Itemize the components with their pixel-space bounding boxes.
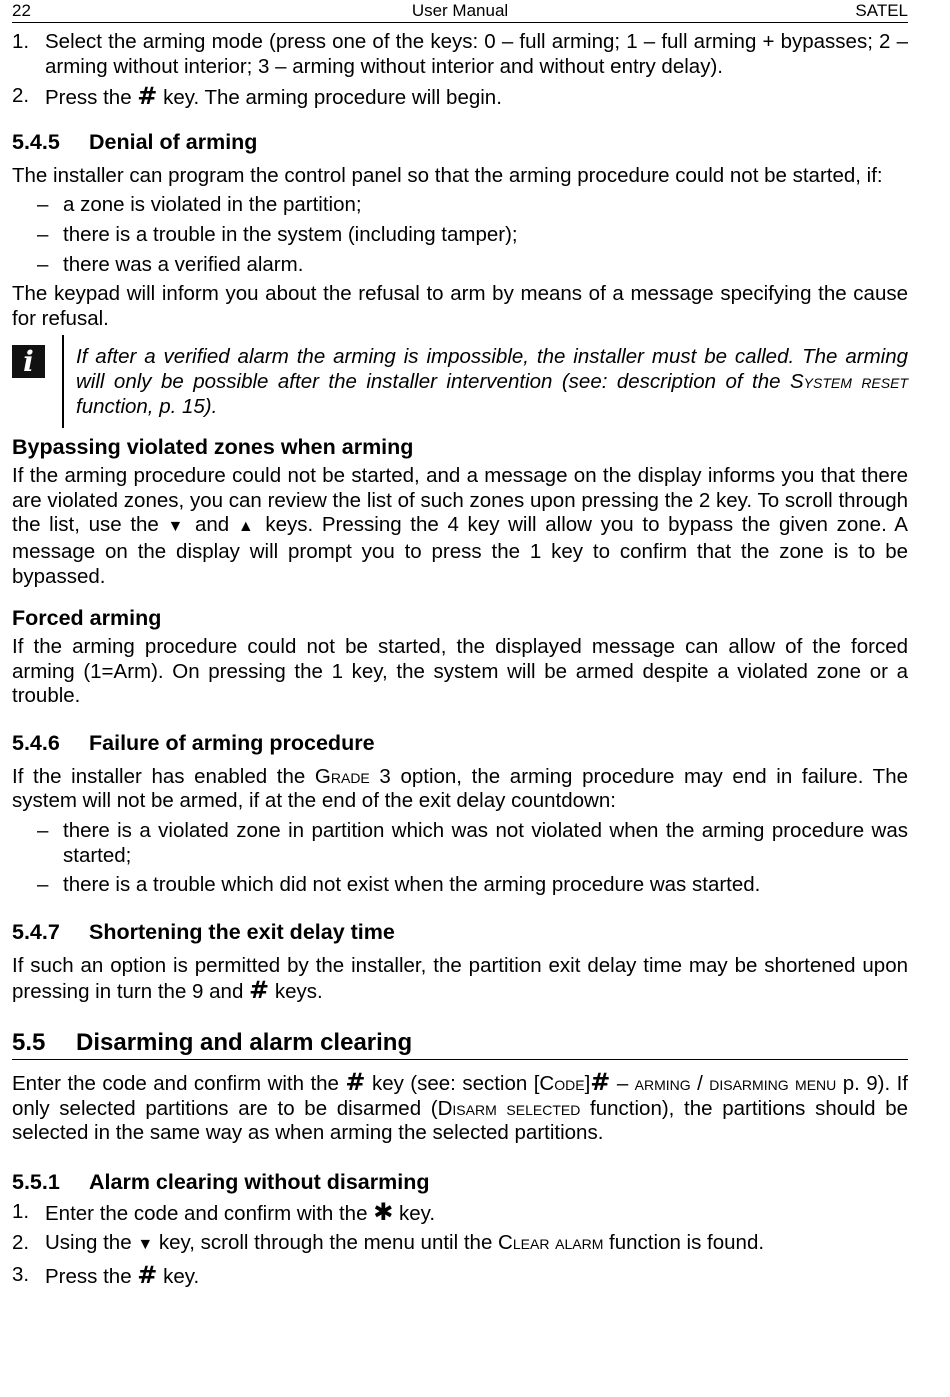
hash-key-icon: #: [590, 1068, 611, 1097]
section-heading-5-5: 5.5 Disarming and alarm clearing: [12, 1028, 908, 1060]
subheading-bypassing: Bypassing violated zones when arming: [12, 435, 414, 460]
paragraph: Enter the code and confirm with the # key (see: section [Code]# – arming / disarming menu p. 9). If only selected partitions are to be disarmed (Disarm selected function), the partitions should be selected in the same way as when arming the selected partitions.: [12, 1068, 909, 1145]
header-title: User Manual: [411, 1, 509, 20]
paragraph: If the arming procedure could not be started, and a message on the display informs you that there are violated zones, you can review the list of such zones upon pressing the 2 key. To scroll through the list, use the ▼ and ▲ keys. Pressing the 4 key will allow you to bypass the given zone. A message on the display will prompt you to press the 1 key to confirm that the zone is to be bypassed.: [12, 464, 908, 588]
hash-key-icon: #: [137, 82, 158, 111]
header-brand: SATEL: [855, 1, 908, 20]
subheading-forced-arming: Forced arming: [12, 606, 162, 631]
note-divider: [62, 335, 64, 428]
list-item: 3. Press the # key.: [12, 1261, 200, 1289]
failure-conditions-list: [12, 819, 908, 898]
hash-key-icon: #: [345, 1068, 366, 1097]
section-heading-5-4-7: 5.4.7 Shortening the exit delay time: [12, 919, 395, 944]
list-item: 1. Select the arming mode (press one of the keys: 0 – full arming; 1 – full arming + bypasses; 2 – arming without interior; 3 – arming without interior and without entry delay).: [12, 30, 908, 78]
hash-key-icon: #: [249, 976, 270, 1005]
list-item: – a zone is violated in the partition;: [37, 193, 362, 217]
note-text: If after a verified alarm the arming is impossible, the installer must be called. The arming will only be possible after the installer intervention (see: description of the System reset function, p. 15).: [76, 345, 908, 418]
list-item: 2. Using the ▼ key, scroll through the menu until the Clear alarm function is found.: [12, 1231, 765, 1255]
section-heading-5-4-6: 5.4.6 Failure of arming procedure: [12, 730, 375, 755]
arming-steps-list: [12, 30, 908, 111]
alarm-clearing-steps: [12, 1197, 908, 1290]
list-item: 1. Enter the code and confirm with the ✱ key.: [12, 1197, 436, 1226]
denial-conditions-list: [12, 193, 908, 277]
list-item: – there is a trouble in the system (including tamper);: [37, 222, 518, 246]
hash-key-icon: #: [137, 1261, 158, 1289]
paragraph: The keypad will inform you about the refusal to arm by means of a message specifying the cause for refusal.: [12, 282, 908, 330]
paragraph: If the installer has enabled the Grade 3 option, the arming procedure may end in failure. The system will not be armed, if at the end of the exit delay countdown:: [12, 764, 909, 813]
section-heading-5-5-1: 5.5.1 Alarm clearing without disarming: [12, 1169, 430, 1194]
down-arrow-key-icon: ▼: [137, 1236, 154, 1254]
manual-page: [12, 0, 908, 1290]
paragraph: If the arming procedure could not be started, the displayed message can allow of the forced arming (1=Arm). On pressing the 1 key, the system will be armed despite a violated zone or a trouble.: [12, 635, 908, 708]
list-item: – there is a trouble which did not exist when the arming procedure was started.: [37, 873, 761, 897]
info-icon: i: [12, 345, 45, 378]
paragraph: If such an option is permitted by the installer, the partition exit delay time may be shortened upon pressing in turn the 9 and # keys.: [12, 953, 908, 1005]
up-arrow-key-icon: ▲: [237, 518, 257, 536]
section-heading-5-4-5: 5.4.5 Denial of arming: [12, 129, 258, 154]
asterisk-key-icon: ✱: [373, 1197, 394, 1226]
paragraph: The installer can program the control panel so that the arming procedure could not be started, if:: [12, 163, 883, 187]
list-item: – there was a verified alarm.: [37, 252, 304, 276]
list-item: – there is a violated zone in partition which was not violated when the arming procedure was started;: [37, 819, 908, 867]
info-note: [12, 335, 908, 428]
down-arrow-key-icon: ▼: [167, 518, 187, 536]
list-item: 2. Press the # key. The arming procedure will begin.: [12, 82, 502, 111]
page-header: [12, 0, 908, 23]
page-number: 22: [12, 1, 31, 20]
